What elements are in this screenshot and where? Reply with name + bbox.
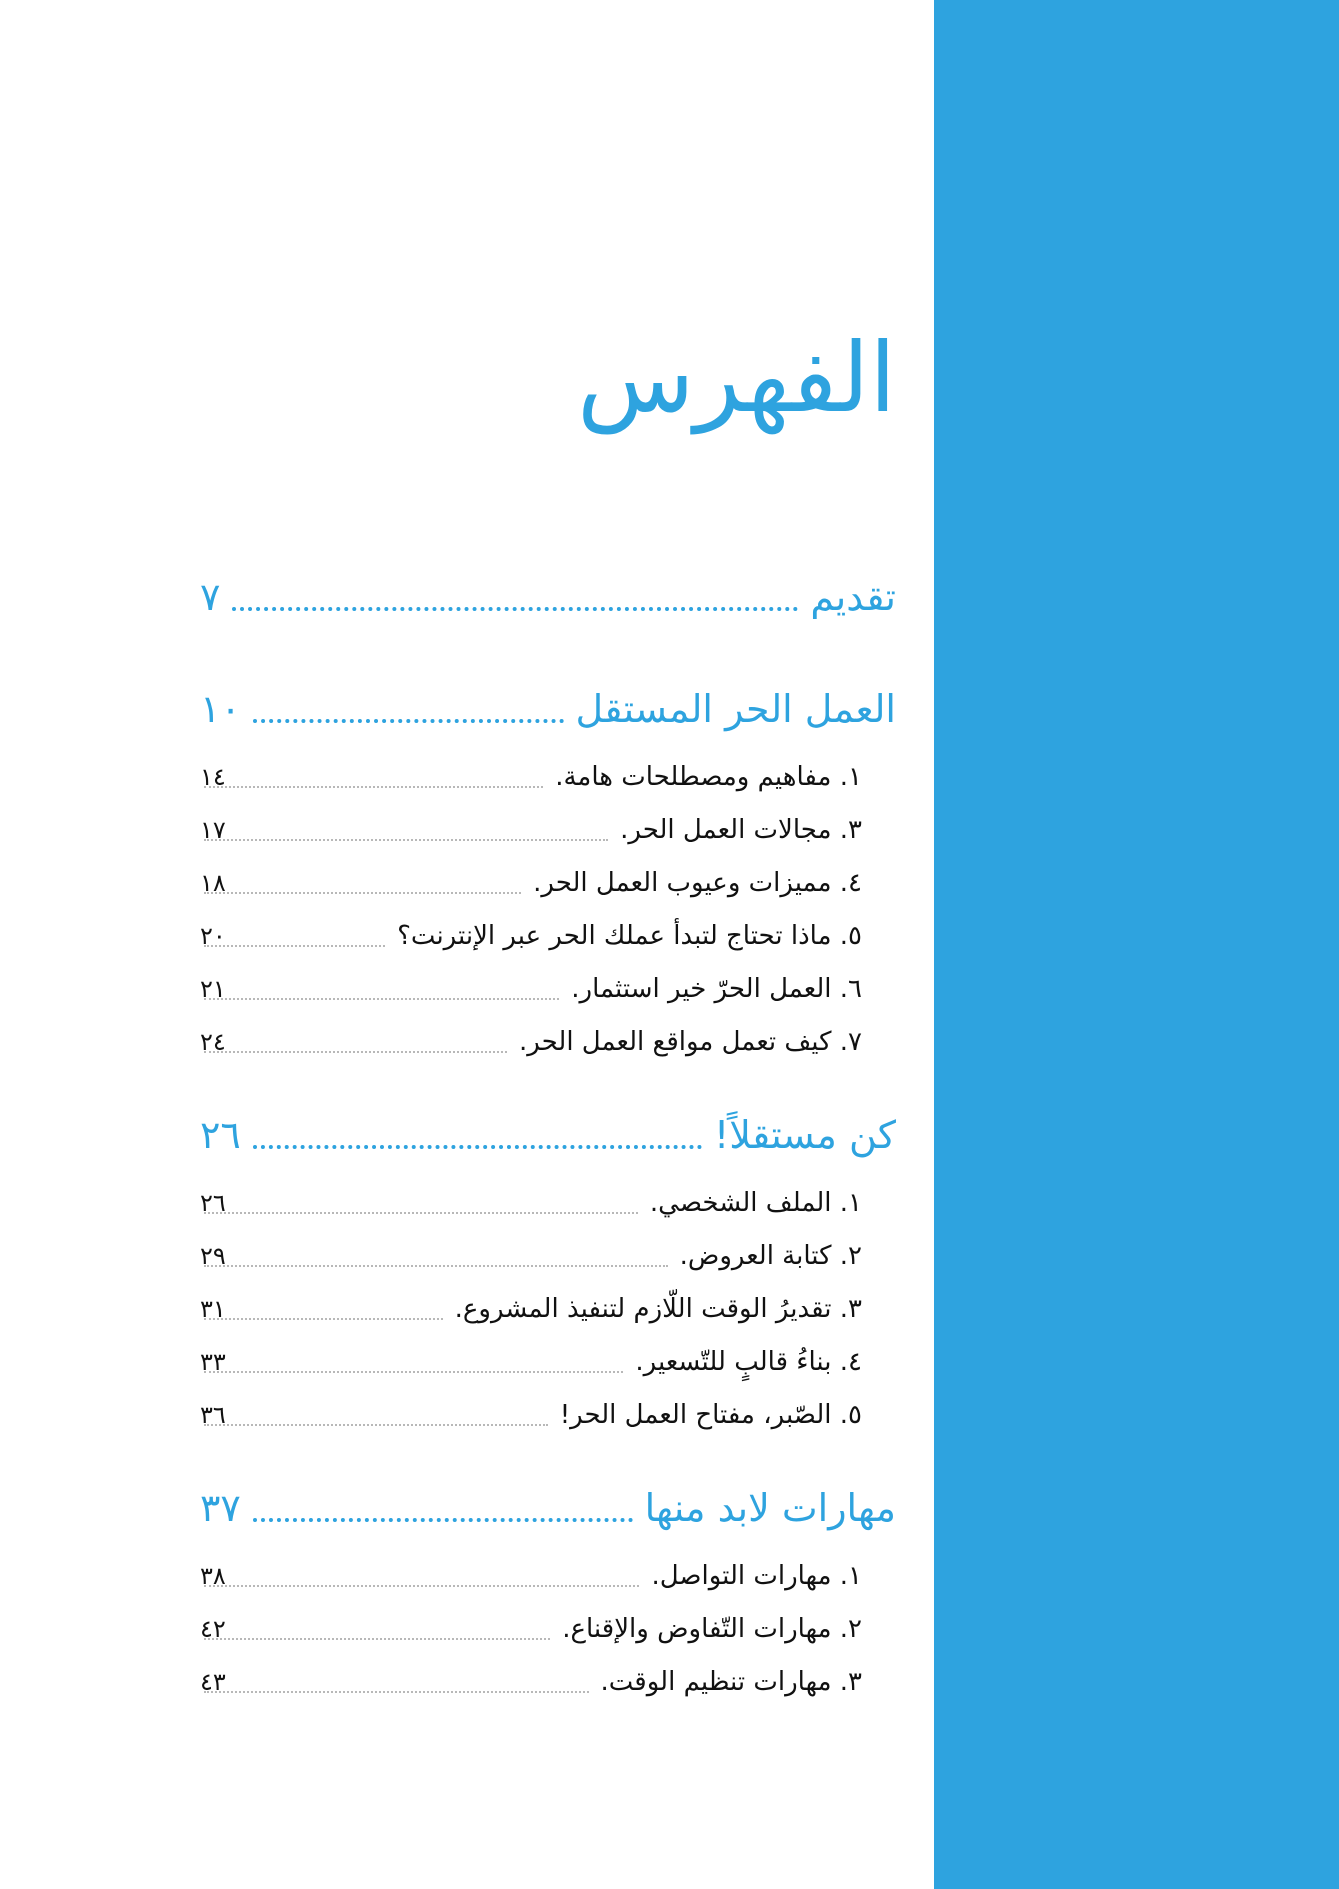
- toc-entry[interactable]: [200, 856, 896, 909]
- toc-entry[interactable]: [200, 962, 896, 1015]
- entry-page-number: ٢١: [200, 974, 226, 1003]
- dot-leader: [253, 1145, 702, 1149]
- entry-title: ١. مفاهيم ومصطلحات هامة.: [555, 761, 862, 792]
- entry-page-number: ١٧: [200, 815, 226, 844]
- entry-page-number: ٤٣: [200, 1667, 226, 1696]
- entry-title: ٦. العمل الحرّ خير استثمار.: [571, 973, 862, 1004]
- toc-entry[interactable]: [200, 1229, 896, 1282]
- dot-leader: [204, 998, 560, 1000]
- toc-entry[interactable]: [200, 1282, 896, 1335]
- toc-section: [200, 668, 896, 1068]
- toc-entry[interactable]: [200, 1549, 896, 1602]
- dot-leader: [253, 1518, 633, 1522]
- dot-leader: [204, 1691, 589, 1693]
- section-title: مهارات لابد منها: [644, 1486, 896, 1530]
- dot-leader: [204, 1424, 548, 1426]
- entry-title: ٣. تقديرُ الوقت اللّازم لتنفيذ المشروع.: [454, 1293, 862, 1324]
- dot-leader: [204, 1265, 668, 1267]
- dot-leader: [204, 1638, 550, 1640]
- entry-page-number: ١٤: [200, 762, 226, 791]
- entry-page-number: ٢٩: [200, 1241, 226, 1270]
- dot-leader: [204, 1212, 638, 1214]
- dot-leader: [204, 945, 385, 947]
- entry-page-number: ١٨: [200, 868, 226, 897]
- toc-entry[interactable]: [200, 1335, 896, 1388]
- dot-leader: [204, 1371, 624, 1373]
- toc-section-heading[interactable]: [200, 1094, 896, 1176]
- dot-leader: [204, 892, 521, 894]
- entry-page-number: ٢٤: [200, 1027, 226, 1056]
- dot-leader: [253, 719, 564, 723]
- entry-page-number: ٣٣: [200, 1347, 226, 1376]
- toc-entry[interactable]: [200, 1015, 896, 1068]
- toc-section: [200, 1094, 896, 1441]
- entry-title: ٤. مميزات وعيوب العمل الحر.: [533, 867, 862, 898]
- toc-entry[interactable]: [200, 803, 896, 856]
- entry-title: ٢. كتابة العروض.: [679, 1240, 862, 1271]
- dot-leader: [232, 607, 798, 611]
- toc-section-heading[interactable]: [200, 556, 896, 638]
- entry-page-number: ٣٨: [200, 1561, 226, 1590]
- dot-leader: [204, 786, 543, 788]
- entry-title: ٤. بناءُ قالبٍ للتّسعير.: [635, 1346, 862, 1377]
- entry-page-number: ٣١: [200, 1294, 226, 1323]
- dot-leader: [204, 1318, 443, 1320]
- entry-title: ٣. مهارات تنظيم الوقت.: [600, 1666, 862, 1697]
- entry-title: ١. الملف الشخصي.: [649, 1187, 862, 1218]
- toc-section-heading[interactable]: [200, 1467, 896, 1549]
- entry-page-number: ٤٢: [200, 1614, 226, 1643]
- entry-title: ٢. مهارات التّفاوض والإقناع.: [562, 1613, 862, 1644]
- entry-title: ٧. كيف تعمل مواقع العمل الحر.: [519, 1026, 862, 1057]
- dot-leader: [204, 1051, 507, 1053]
- page-title: الفهرس: [577, 322, 896, 434]
- toc-entry[interactable]: [200, 1602, 896, 1655]
- toc-entry[interactable]: [200, 1655, 896, 1708]
- table-of-contents: [200, 556, 896, 1708]
- entry-title: ٥. الصّبر، مفتاح العمل الحر!: [559, 1399, 862, 1430]
- toc-entry[interactable]: [200, 909, 896, 962]
- entry-title: ٥. ماذا تحتاج لتبدأ عملك الحر عبر الإنترنت؟: [397, 920, 862, 951]
- toc-entry[interactable]: [200, 750, 896, 803]
- toc-entry[interactable]: [200, 1176, 896, 1229]
- toc-entry[interactable]: [200, 1388, 896, 1441]
- dot-leader: [204, 839, 608, 841]
- toc-section: [200, 1467, 896, 1708]
- dot-leader: [204, 1585, 640, 1587]
- section-page-number: ٣٧: [200, 1486, 241, 1530]
- section-page-number: ٢٦: [200, 1113, 241, 1157]
- section-page-number: ١٠: [200, 687, 241, 731]
- section-title: تقديم: [810, 575, 896, 619]
- entry-page-number: ٢٠: [200, 921, 226, 950]
- toc-section: [200, 556, 896, 638]
- entry-title: ٣. مجالات العمل الحر.: [620, 814, 862, 845]
- section-title: العمل الحر المستقل: [575, 687, 896, 731]
- section-page-number: ٧: [200, 575, 221, 619]
- entry-page-number: ٣٦: [200, 1400, 226, 1429]
- entry-title: ١. مهارات التواصل.: [651, 1560, 862, 1591]
- side-color-band: [934, 0, 1339, 1889]
- entry-page-number: ٢٦: [200, 1188, 226, 1217]
- toc-section-heading[interactable]: [200, 668, 896, 750]
- section-title: كن مستقلاً!: [714, 1113, 896, 1157]
